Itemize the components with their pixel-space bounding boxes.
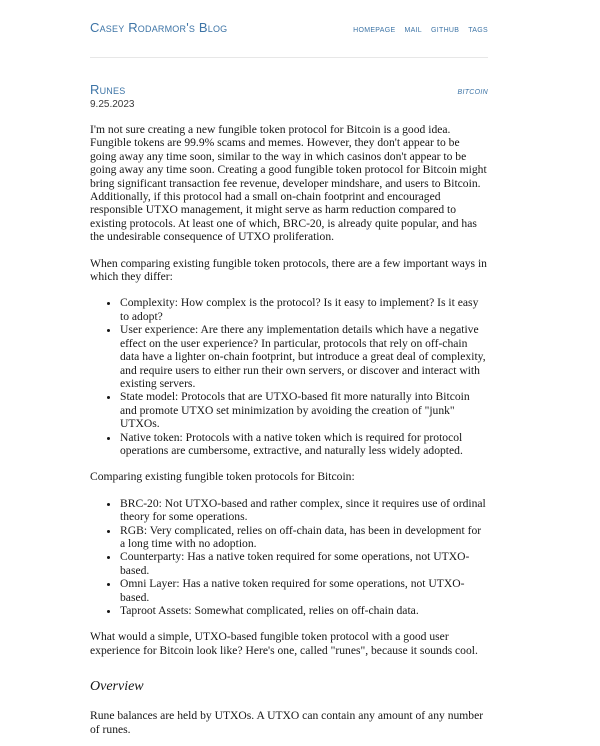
site-nav xyxy=(353,24,488,35)
post-tag-bitcoin[interactable]: bitcoin xyxy=(457,86,488,97)
list-item-brc20: • BRC-20: Not UTXO-based and rather complex, since it requires use of ordinal theory for some operations. xyxy=(120,497,488,524)
comparing-intro-paragraph: When comparing existing fungible token protocols, there are a few important ways in which they differ: xyxy=(90,256,487,284)
site-header xyxy=(90,20,488,35)
list-item-state-model: • State model: Protocols that are UTXO-based fit more naturally into Bitcoin and promote UTXO set minimization by avoiding the creation of "junk" UTXOs. xyxy=(120,390,488,430)
blog-title-link[interactable]: Casey Rodarmor's Blog xyxy=(90,20,228,35)
differences-list xyxy=(90,296,488,457)
list-item-omni-layer: • Omni Layer: Has a native token required for some operations, not UTXO-based. xyxy=(120,577,488,604)
list-item-rgb: • RGB: Very complicated, relies on off-chain data, has been in development for a long time with no adoption. xyxy=(120,524,488,551)
list-item-taproot-assets: • Taproot Assets: Somewhat complicated, relies on off-chain data. xyxy=(120,604,488,617)
list-item-native-token: • Native token: Protocols with a native token which is required for protocol operations are cumbersome, extractive, and naturally less widely adopted. xyxy=(120,431,488,458)
post-head xyxy=(90,82,488,97)
post-title-link[interactable]: Runes xyxy=(90,82,126,97)
nav-homepage[interactable]: homepage xyxy=(353,24,396,35)
list-item-counterparty: • Counterparty: Has a native token required for some operations, not UTXO-based. xyxy=(120,550,488,577)
runes-intro-paragraph: What would a simple, UTXO-based fungible token protocol with a good user experience for Bitcoin look like? Here's one, called "runes", because it sounds cool. xyxy=(90,630,478,657)
overview-paragraph: Rune balances are held by UTXOs. A UTXO can contain any amount of any number of runes. xyxy=(90,709,484,736)
post-date: 9.25.2023 xyxy=(90,99,135,110)
list-item-user-experience: • User experience: Are there any implementation details which have a negative effect on the user experience? In particular, protocols that rely on off-chain data have a lighter on-chain footprint, but introduce a great deal of complexity, and require users to either run their own servers, or discover and interact with existing servers. xyxy=(120,323,488,390)
blog-page xyxy=(90,0,488,736)
list-item-complexity: • Complexity: How complex is the protocol? Is it easy to implement? Is it easy to adopt? xyxy=(120,296,488,323)
protocols-list xyxy=(90,497,488,618)
nav-github[interactable]: github xyxy=(431,24,460,35)
nav-tags[interactable]: tags xyxy=(468,24,488,35)
intro-paragraph: I'm not sure creating a new fungible token protocol for Bitcoin is a good idea. Fungible tokens are 99.9% scams and memes. However, they don't appear to be going away any time soon, similar to the way in which casinos don't appear to be going away any time soon. Creating a good fungible token protocol for Bitcoin might bring significant transaction fee revenue, developer mindshare, and users to Bitcoin. Additionally, if this protocol had a small on-chain footprint and encouraged responsible UTXO management, it might serve as harm reduction compared to existing protocols. At least one of which, BRC-20, is already quite popular, and has the undesirable consequence of UTXO proliferation. xyxy=(90,123,487,244)
nav-mail[interactable]: mail xyxy=(404,24,422,35)
post-article xyxy=(90,82,488,736)
header-divider xyxy=(90,57,488,58)
protocols-intro-paragraph: Comparing existing fungible token protocols for Bitcoin: xyxy=(90,470,355,484)
overview-heading: Overview xyxy=(90,679,144,695)
